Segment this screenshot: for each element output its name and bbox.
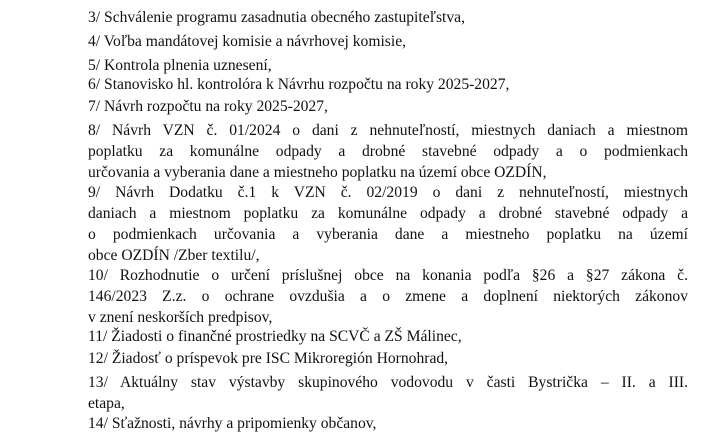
agenda-line: o podmienkach určovania a vyberania dane a miestneho poplatku na území (88, 226, 688, 243)
agenda-line: 10/ Rozhodnutie o určení príslušnej obce na konania podľa §26 a §27 zákona č. (88, 267, 688, 284)
agenda-line: 146/2023 Z.z. o ochrane ovzdušia a o zmene a doplnení niektorých zákonov (88, 288, 688, 305)
agenda-line: 7/ Návrh rozpočtu na roky 2025-2027, (88, 98, 328, 115)
agenda-item-11 (88, 326, 688, 347)
agenda-line: 5/ Kontrola plnenia uznesení, (88, 57, 272, 74)
agenda-item-12 (88, 348, 688, 369)
agenda-line: 11/ Žiadosti o finančné prostriedky na SCVČ a ZŠ Málinec, (88, 328, 462, 345)
agenda-line: etapa, (88, 395, 125, 412)
agenda-line: poplatku za komunálne odpady a drobné stavebné odpady a o podmienkach (88, 143, 688, 160)
agenda-line: 6/ Stanovisko hl. kontrolóra k Návrhu rozpočtu na roky 2025-2027, (88, 76, 510, 93)
agenda-item-9 (88, 182, 688, 266)
agenda-item-7 (88, 96, 688, 117)
agenda-item-3 (88, 7, 688, 28)
agenda-item-14 (88, 413, 688, 434)
agenda-line: 13/ Aktuálny stav výstavby skupinového vodovodu v časti Bystrička – II. a III. (88, 374, 688, 391)
agenda-line: 8/ Návrh VZN č. 01/2024 o dani z nehnuteľností, miestnych daniach a miestnom (88, 122, 688, 139)
agenda-item-8 (88, 120, 688, 183)
agenda-line: 4/ Voľba mandátovej komisie a návrhovej komisie, (88, 33, 407, 50)
agenda-line: v znení neskorších predpisov, (88, 309, 273, 326)
agenda-line: 9/ Návrh Dodatku č.1 k VZN č. 02/2019 o dani z nehnuteľností, miestnych (88, 184, 688, 201)
agenda-line: 12/ Žiadosť o príspevok pre ISC Mikroregión Hornohrad, (88, 350, 449, 367)
agenda-line: daniach a miestnom poplatku za komunálne odpady a drobné stavebné odpady a (88, 205, 688, 222)
agenda-item-13 (88, 372, 688, 414)
agenda-line: určovania a vyberania dane a miestneho poplatku na území obce OZDÍN, (88, 164, 547, 181)
agenda-item-5 (88, 55, 688, 76)
agenda-item-6 (88, 74, 688, 95)
agenda-item-10 (88, 265, 688, 328)
agenda-line: obce OZDÍN /Zber textilu/, (88, 247, 260, 264)
agenda-item-4 (88, 31, 688, 52)
agenda-line: 3/ Schválenie programu zasadnutia obecného zastupiteľstva, (88, 9, 465, 26)
agenda-line: 14/ Sťažnosti, návrhy a pripomienky občanov, (88, 415, 377, 432)
